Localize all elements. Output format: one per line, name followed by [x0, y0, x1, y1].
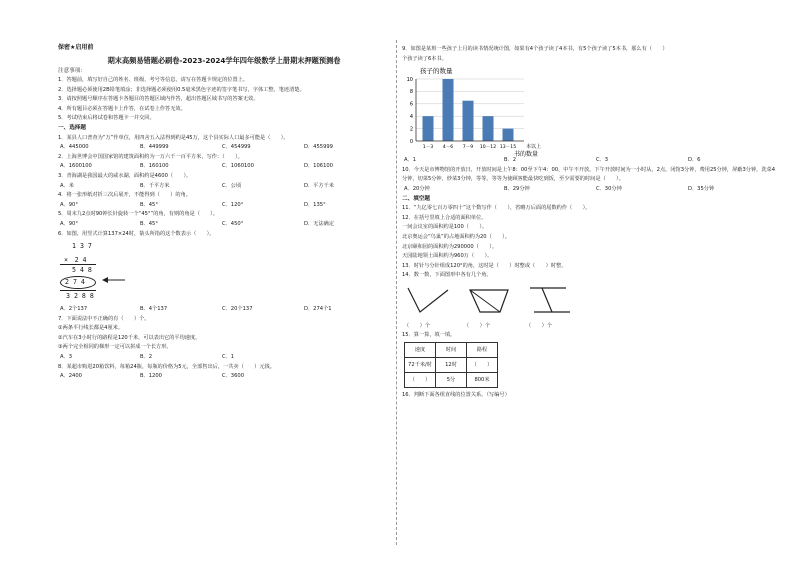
- mult-partial-1: 5 4 8: [72, 266, 92, 275]
- q6-option-b[interactable]: B．4个137: [140, 306, 168, 313]
- q2-text: 2．上海世博会中国国家馆的建筑面积约为一万六千一百平方米，写作：（ ）。: [58, 153, 243, 160]
- chart-y-tick-label: 2: [409, 126, 413, 133]
- figure-angle-icon: [404, 282, 454, 320]
- table-cell: 800米: [467, 372, 498, 387]
- q6-option-c[interactable]: C．20个137: [222, 306, 253, 313]
- chart-x-tick-label: 4－6: [442, 145, 454, 151]
- table-cell: 5分: [436, 372, 467, 387]
- chart-bar: [483, 116, 494, 141]
- note-3: 3．请按照题号顺序在答题卡各题目的答题区域内作答，超出答题区域书写的答案无效。: [58, 96, 259, 103]
- left-column: [58, 44, 390, 383]
- section-choice-title: 一、选择题: [58, 124, 86, 131]
- q9-text-2: 个孩子读了6本书。: [402, 55, 447, 62]
- q1-option-c[interactable]: C．454999: [222, 144, 251, 151]
- q16-text: 16．判断下面各组直线的位置关系。（写编号）: [402, 391, 510, 398]
- q9-options: [402, 157, 764, 167]
- q14-answer-blanks: [402, 322, 764, 332]
- q15-table: [404, 342, 498, 388]
- chart-x-tick-label: 1－3: [422, 145, 434, 151]
- q9-option-a[interactable]: A．1: [404, 157, 417, 164]
- q4-text: 4．将一张形纸对折三次后展开，不能得到（ ）的角。: [58, 192, 191, 199]
- figure-trapezoid-icon: [464, 282, 514, 320]
- mult-multiplicand: 1 3 7: [72, 242, 92, 251]
- chart-bar: [423, 116, 434, 141]
- secret-mark: 保密★启用前: [58, 44, 94, 51]
- figure-cross-lines-icon: [526, 282, 576, 320]
- q12-text: 12．在括号里填上合适的面积单位。: [402, 214, 487, 221]
- q2-options: [58, 163, 390, 173]
- note-1: 1．答题前，填写好自己的姓名、班级、考号等信息，请写在答题卡规定的位置上。: [58, 77, 249, 83]
- q5-text: 5．周末九2点时90钟长针旋转一个“45°”的角，有则的角是（ ）。: [58, 211, 219, 218]
- q3-option-c[interactable]: C．公顷: [222, 182, 242, 189]
- q3-option-a[interactable]: A．米: [60, 182, 74, 189]
- q1-option-d[interactable]: D．455999: [304, 144, 333, 151]
- mult-result: 3 2 8 8: [66, 292, 94, 301]
- fold-divider: [396, 40, 397, 545]
- note-5: 5．考试结束后将试卷和答题卡一并交回。: [58, 115, 155, 122]
- q7-text: 7．下面说法中不正确的有（ ）个。: [58, 315, 150, 322]
- q4-options: [58, 202, 390, 212]
- chart-svg: [402, 65, 552, 157]
- q1-text: 1．某县人口普查为“万”作单位，用四舍五入法得到约是45万，这个县实际人口最多可能是（ ）。: [58, 134, 289, 141]
- mult-rule-top: [60, 264, 96, 265]
- table-row: [405, 372, 498, 387]
- q13-text: 13．时针与分针组成120°的角，这时是（ ）时整或（ ）时整。: [402, 262, 567, 269]
- q10-option-d[interactable]: D．35分钟: [688, 185, 715, 192]
- q4-option-d[interactable]: D．135°: [304, 201, 326, 208]
- q12-item-4: 天园陆地领土面积约为960万（ ）。: [402, 253, 493, 260]
- right-column: [402, 46, 776, 401]
- q14-figures: [402, 282, 764, 322]
- chart-x-label: 书的数量: [514, 151, 539, 158]
- chart-y-tick-label: 10: [406, 76, 413, 83]
- q3-option-d[interactable]: D．平方千米: [304, 182, 334, 189]
- q4-option-a[interactable]: A．90°: [60, 201, 78, 208]
- q5-option-b[interactable]: B．45°: [140, 220, 158, 227]
- table-cell[interactable]: （ ）: [467, 357, 498, 372]
- q8-options: [58, 373, 390, 383]
- table-cell: 72千米/时: [405, 357, 436, 372]
- q14-blank-3[interactable]: （ ）个: [526, 322, 552, 329]
- note-4: 4．所有题目必须在答题卡上作答，在试卷上作答无效。: [58, 105, 186, 112]
- q2-option-d[interactable]: D．106100: [304, 163, 333, 170]
- table-row: [405, 342, 498, 357]
- chart-y-tick-label: 6: [409, 101, 413, 108]
- q6-option-a[interactable]: A．2个137: [60, 306, 88, 313]
- q7-statement-3: ③两个完全相同的梯形一定可以拼成一个长方形。: [58, 344, 172, 351]
- table-cell: 路程: [467, 342, 498, 357]
- chart-x-ticks: [423, 144, 516, 150]
- q4-option-b[interactable]: B．45°: [140, 201, 158, 208]
- mult-multiplier: × 2 4: [64, 256, 87, 265]
- chart-bars: [423, 79, 514, 141]
- notes-title: 注意事项：: [58, 68, 86, 74]
- q5-option-a[interactable]: A．90°: [60, 220, 78, 227]
- q12-item-3: 北京颐和园的面积约为290000（ ）。: [402, 243, 498, 250]
- q8-option-a[interactable]: A．2400: [60, 373, 82, 380]
- q10-option-a[interactable]: A．20分钟: [404, 185, 430, 192]
- table-cell: 速度: [405, 342, 436, 357]
- q4-option-c[interactable]: C．120°: [222, 201, 244, 208]
- reading-bar-chart: [402, 65, 764, 157]
- q1-option-b[interactable]: B．449999: [140, 144, 169, 151]
- table-cell: 时间: [436, 342, 467, 357]
- q5-option-d[interactable]: D．无法确定: [304, 220, 334, 227]
- q5-option-c[interactable]: C．450°: [222, 220, 244, 227]
- q10-option-b[interactable]: B．29分钟: [504, 185, 530, 192]
- note-2: 2．选择题必须使用2B铅笔填涂；非选择题必须使用0.5毫米黑色字迹的签字笔书写，字体工整、笔迹清楚。: [58, 86, 305, 93]
- chart-bar: [463, 101, 474, 141]
- q12-item-1: 一间会议室的面积约是100（ ）。: [402, 224, 488, 231]
- chart-y-tick-label: 8: [409, 89, 413, 96]
- arrow-icon: [102, 275, 126, 287]
- q10-options: [402, 186, 764, 196]
- q9-option-c[interactable]: C．3: [596, 157, 609, 164]
- q15-text: 15．算一算，填一填。: [402, 331, 456, 338]
- chart-y-tick-label: 4: [409, 114, 413, 121]
- q14-blank-2[interactable]: （ ）个: [464, 322, 490, 329]
- chart-bar: [503, 129, 514, 141]
- q8-text: 8．某超市购进20箱饮料，每箱24瓶，每瓶的价格为5元，全部售出后，一共卖（ ）元钱。: [58, 363, 275, 370]
- q14-blank-1[interactable]: （ ）个: [404, 322, 430, 329]
- table-row: [405, 357, 498, 372]
- q6-text: 6．如图，用竖式计算137×24时，箭头所指的这个数表示（ ）。: [58, 230, 215, 237]
- chart-y-ticks: [407, 77, 413, 145]
- q7-options: [58, 354, 390, 364]
- q5-options: [58, 221, 390, 231]
- q3-options: [58, 183, 390, 193]
- chart-x-end-label: 本以上: [526, 144, 542, 151]
- q7-option-b[interactable]: B．2: [140, 354, 153, 361]
- q2-option-b[interactable]: B．160100: [140, 163, 169, 170]
- q10-text: 10．今天是市博物馆的开放日，开放时间是上午8：00至下午4：00，中午不开放。下午开放时间为一小时从，2点，闭馆3分钟，费用25分钟，屏蔽3分钟，洗菜4: [402, 166, 776, 173]
- q1-option-a[interactable]: A．445000: [60, 144, 89, 151]
- q12-item-2: 北京奥运会“鸟巢”的占地面积约为20（ ）。: [402, 233, 510, 240]
- q6-options: [58, 306, 390, 316]
- q11-text: 11．“九亿零七百万零四十”这个数写作（ ），省略万后面的尾数约作（ ）。: [402, 205, 591, 212]
- table-cell: 12时: [436, 357, 467, 372]
- chart-y-tick-label: 0: [409, 138, 413, 145]
- q2-option-a[interactable]: A．1600100: [60, 163, 92, 170]
- q9-option-d[interactable]: D．6: [688, 157, 701, 164]
- q8-option-c[interactable]: C．3600: [222, 373, 245, 380]
- page-title: 期末高频易错题必刷卷-2023-2024学年四年级数学上册期末押题预测卷: [107, 56, 341, 65]
- q9-text: 9．如图是某班一些孩子上月的读书情况统计图，如果有4个孩子读了4本书，有5个孩子读了5本书，那么有（ ）: [402, 46, 668, 52]
- mult-partial-2: 2 7 4: [65, 278, 85, 287]
- chart-title: 孩子的数量: [420, 67, 453, 76]
- q10-option-c[interactable]: C．30分钟: [596, 185, 622, 192]
- q7-statement-1: ①两条平行线长都是4厘米。: [58, 325, 124, 332]
- q7-statement-2: ②汽车在3小时行的路程是120千米，可以表出它的平均速度。: [58, 334, 201, 341]
- q3-text: 3．青海湖是我国最大的咸水湖，面积约是4600（ ）。: [58, 172, 192, 179]
- table-cell[interactable]: （ ）: [405, 372, 436, 387]
- q6-vertical-multiplication: [58, 240, 390, 306]
- q7-option-c[interactable]: C．1: [222, 354, 235, 361]
- chart-x-tick-label: 10－12: [479, 145, 497, 151]
- section-fill-title: 二、填空题: [402, 195, 430, 202]
- q2-option-c[interactable]: C．1060100: [222, 163, 254, 170]
- q8-option-b[interactable]: B．1200: [140, 373, 162, 380]
- chart-bar: [443, 79, 454, 141]
- q7-option-a[interactable]: A．3: [60, 354, 73, 361]
- q6-option-d[interactable]: D．274个1: [304, 306, 332, 313]
- q14-text: 14．数一数，下面图形中各有几个角。: [402, 272, 492, 279]
- q3-option-b[interactable]: B．千平方米: [140, 182, 170, 189]
- mult-rule-bottom: [60, 290, 96, 291]
- chart-x-tick-label: 13－15: [499, 145, 517, 151]
- q9-option-b[interactable]: B．2: [504, 157, 517, 164]
- chart-x-tick-label: 7－9: [462, 145, 474, 151]
- q1-options: [58, 144, 390, 154]
- q10-text-2: 分钟，切菜5分钟，炒菜3分钟，等等。等等为使顾客能最快吃到饭，至少需要的时间是（ ）。: [402, 176, 624, 183]
